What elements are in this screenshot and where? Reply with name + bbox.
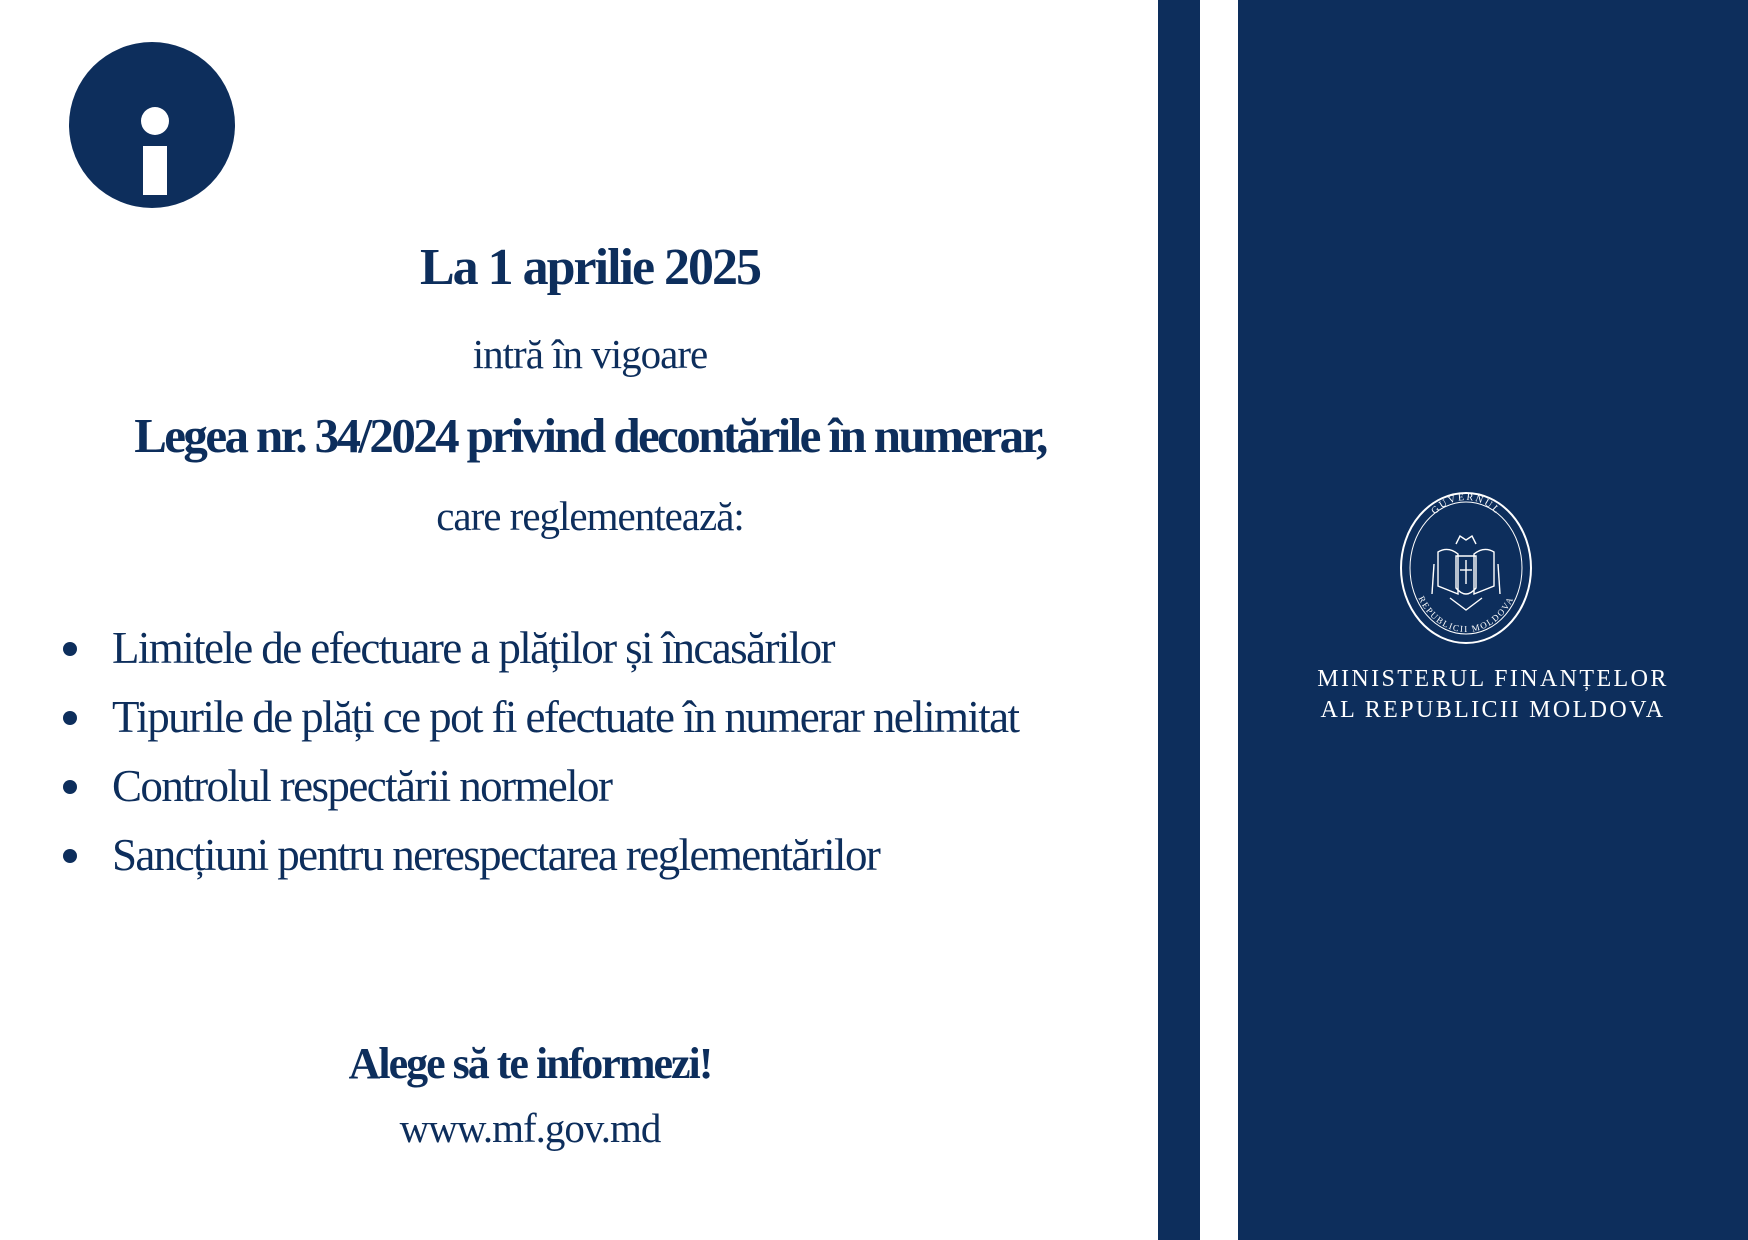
regulation-topics-list [56,614,1018,890]
headline-subtitle: intră în vigoare [472,331,708,377]
website-link[interactable]: www.mf.gov.md [399,1105,661,1151]
ministry-panel [1238,0,1748,1240]
info-glyph [69,42,235,208]
coat-of-arms-seal-icon [1398,490,1534,646]
ministry-name-line-1: MINISTERUL FINANȚELOR [1317,666,1669,692]
seal-text-bottom: REPUBLICII MOLDOVA [1416,594,1516,635]
law-subtitle: care reglementează: [436,493,744,539]
svg-text:GUVERNUL [1429,492,1503,517]
seal-text-top: GUVERNUL [1429,491,1503,517]
ministry-name [1238,664,1748,726]
list-item: Sancțiuni pentru nerespectarea reglementărilor [56,821,1018,890]
list-item: Controlul respectării normelor [56,752,1018,821]
list-item: Limitele de efectuare a plăților și încasărilor [56,614,1018,683]
svg-text:REPUBLICII MOLDOVA [1416,594,1515,634]
ministry-name-line-2: AL REPUBLICII MOLDOVA [1320,697,1666,723]
list-item: Tipurile de plăți ce pot fi efectuate în numerar nelimitat [56,683,1018,752]
headline-date: La 1 aprilie 2025 [419,239,761,296]
slogan: Alege să te informezi! [348,1039,712,1088]
decorative-stripe [1158,0,1200,1240]
info-icon [69,42,235,208]
stripe-gap [1200,0,1238,1240]
law-title: Legea nr. 34/2024 privind decontările în numerar, [134,408,1046,463]
